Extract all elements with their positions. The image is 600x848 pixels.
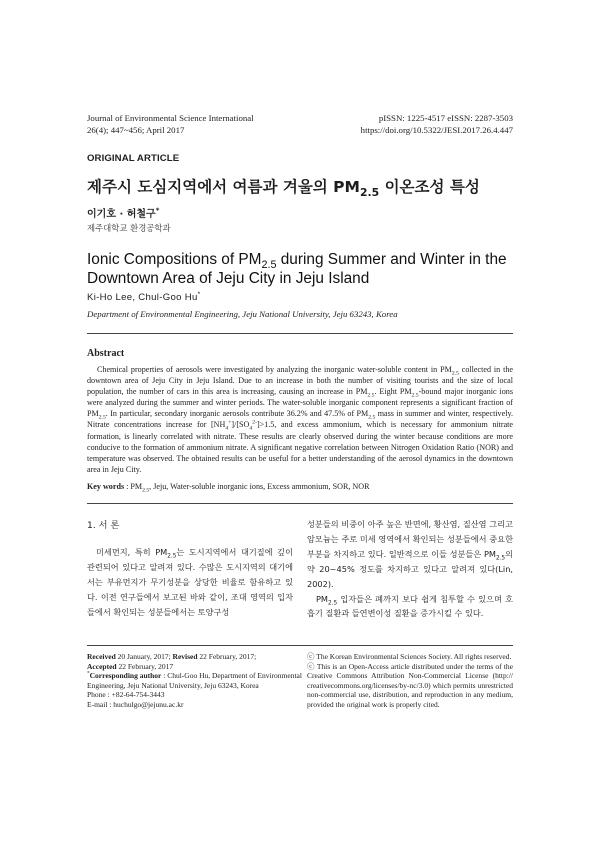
copyright-line: ⓒ The Korean Environmental Sciences Society. All rights reserved. — [307, 652, 512, 661]
divider-middle — [87, 503, 513, 504]
body-column-right — [307, 517, 513, 621]
intro-paragraph-2: $PM_{2.5}$ 입자들은 폐까지 보다 쉽게 침투할 수 있으며 호흡기 질환과 들연변이성 질환을 증가시킬 수 있다. — [307, 593, 513, 619]
phone: Phone : +82-64-754-3443 — [87, 690, 165, 700]
journal-volume: 26(4); 447~456; April 2017 — [87, 125, 185, 135]
keywords: Key words : $PM_{2.5}$, Jeju, Water-soluble inorganic ions, Excess ammonium, SOR, NOR — [87, 482, 370, 494]
email[interactable]: E-mail : huchulgo@jejunu.ac.kr — [87, 699, 184, 709]
korean-affiliation: 제주대학교 환경공학과 — [87, 223, 171, 233]
section-heading-introduction: 1. 서 론 — [87, 520, 120, 531]
korean-authors: 이기호 · 허철구* — [87, 206, 160, 220]
intro-paragraph-1-cont: 성분들의 비중이 아주 높은 반면에, 황산염, 질산염 그리고 암모늄는 주로 미세 영역에서 확인되는 성분들에서 중요한 부분을 차지하고 있다. 일반적으로 이들 성분들은 $PM_{2.5}$의 약 20~45% 정도를 차지하고 있다고 알려져 있다(Lin, 2002). — [307, 519, 513, 589]
article-history — [87, 652, 302, 710]
doi-link[interactable]: https://doi.org/10.5322/JESI.2017.26.4.447 — [360, 125, 513, 135]
body-column-left — [87, 517, 293, 620]
abstract-text: Chemical properties of aerosols were investigated by analyzing the inorganic water-soluble content in $PM_{2.5}$ collected in the downtown area of Jeju City in Jeju Island. Due to an increase in both the number of visiting tourists and the size of local population, the number of cars in this area is increasing, causing an increase in $PM_{2.5}$. Eight $PM_{2.5}$-bound major inorganic ions were analyzed during the summer and winter periods. The water-soluble inorganic component represents a significant fraction of $PM_{2.5}$. In particular, secondary inorganic aerosols contribute 36.2% and 47.5% of $PM_{2.5}$ mass in summer and winter, respectively. Nitrate concentrations increase for $[NH_4^+]/[SO_4^{2-}]>1.5$, and excess ammonium, which is necessary for ammonium nitrate formation, is linearly correlated with nitrate. These results are clearly observed during the winter because conditions are more conducive to the formation of ammonium nitrate. A significant negative correlation between Nitrogen Oxidation Ratio (NOR) and temperature was observed. The obtained results can be useful for a better understanding of the aerosol dynamics in the downtown area in Jeju City. — [87, 365, 513, 474]
issn: pISSN: 1225-4517 eISSN: 2287-3503 — [378, 113, 513, 123]
journal-name: Journal of Environmental Science International — [87, 113, 254, 123]
journal-identifiers — [361, 112, 513, 136]
korean-title: 제주시 도심지역에서 여름과 겨울의 $PM_{2.5}$ 이온조성 특성 — [87, 178, 480, 200]
divider-footer — [87, 645, 513, 646]
license-notice — [307, 652, 513, 710]
corresponding-author: *Corresponding author : Chul-Goo Hu, Department of Environmental Engineering, Jeju National University, Jeju 63243, Korea — [87, 670, 302, 690]
divider-top — [87, 333, 513, 334]
english-title: Ionic Compositions of $PM_{2.5}$ during Summer and Winter in the Downtown Area of Jeju City in Jeju Island — [87, 251, 507, 287]
intro-paragraph-1: 미세먼지, 특히 $PM_{2.5}$는 도시지역에서 대기질에 깊이 관련되어 있다고 알려져 있다. 수많은 도시지역의 대기에서는 부유먼지가 무기성분을 상당한 비율로 함유하고 있다. 이전 연구들에서 보고된 바와 같이, 조대 영역의 입자들에서 확인되는 성분들에서는 토양구성 — [87, 547, 293, 617]
received-accepted-dates: Received 20 January, 2017; Revised 22 February, 2017; — [87, 652, 257, 661]
journal-header — [87, 112, 254, 136]
article-type: ORIGINAL ARTICLE — [87, 153, 180, 164]
accepted-date: Accepted 22 February, 2017 — [87, 661, 174, 671]
abstract-heading: Abstract — [87, 348, 125, 359]
license-text: ⓒ This is an Open-Access article distributed under the terms of the Creative Commons Attribution Non-Commercial License (http:// creativecommons.org/licenses/by-nc/3.0) which permits unrestricted non-commercial use, distribution, and reproduction in any medium, provided the original work is properly cited. — [307, 661, 513, 709]
english-affiliation: Department of Environmental Engineering, Jeju National University, Jeju 63243, Korea — [87, 309, 398, 319]
english-authors: Ki-Ho Lee, Chul-Goo Hu* — [87, 290, 201, 303]
